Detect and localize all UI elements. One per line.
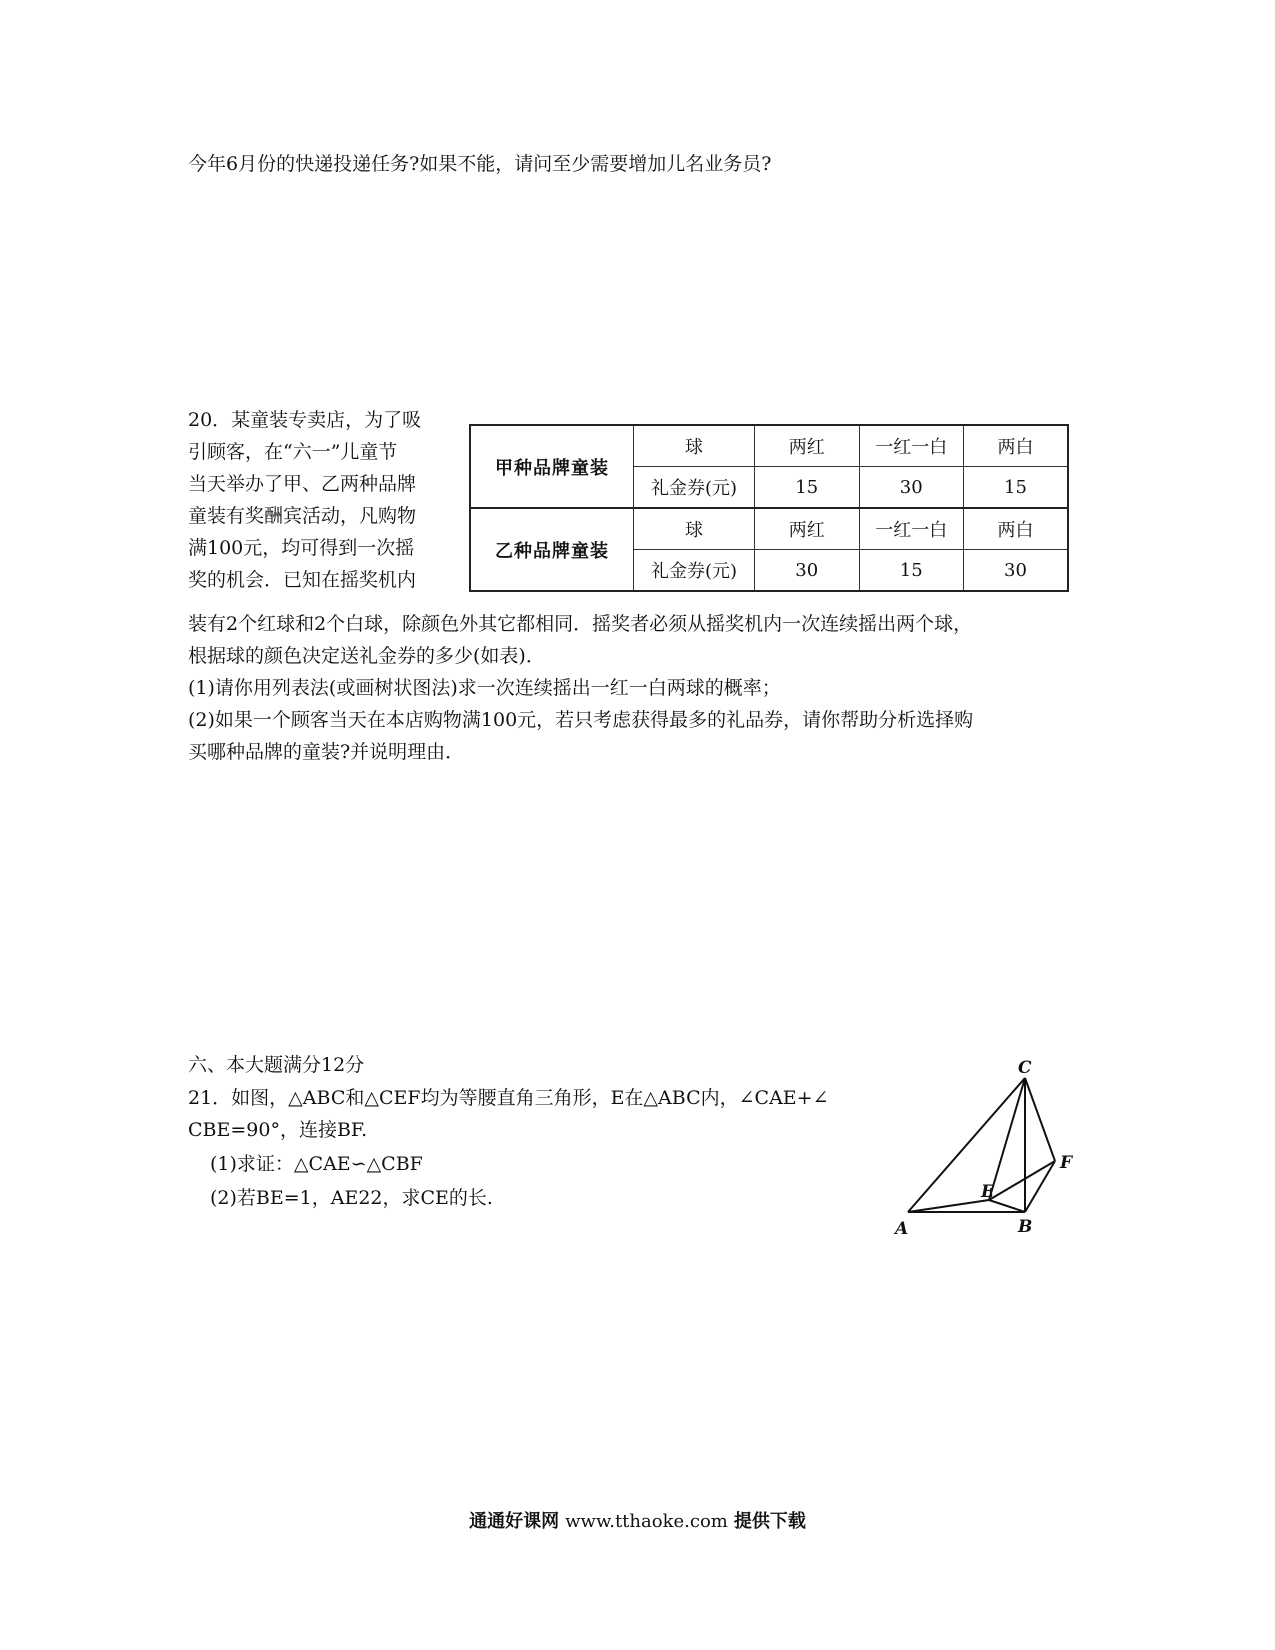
segment-be xyxy=(989,1200,1025,1212)
footer-site-name: 通通好课网 xyxy=(469,1511,560,1532)
value-cell: 30 xyxy=(859,467,964,509)
value-cell: 15 xyxy=(964,467,1069,509)
outcome-cell: 两红 xyxy=(755,425,860,467)
q20-line: 奖的机会．已知在摇奖机内 xyxy=(188,569,417,591)
q20-part2: (2)如果一个顾客当天在本店购物满100元，若只考虑获得最多的礼品券，请你帮助分析选择购 xyxy=(188,709,974,731)
label-f: F xyxy=(1060,1153,1073,1173)
outcome-cell: 两白 xyxy=(964,508,1069,550)
ball-header: 球 xyxy=(634,508,755,550)
brand-b-label: 乙种品牌童装 xyxy=(470,508,634,591)
outcome-cell: 一红一白 xyxy=(859,425,964,467)
q20-line: 引顾客，在“六一”儿童节 xyxy=(188,441,398,463)
outcome-cell: 两白 xyxy=(964,425,1069,467)
label-e: E xyxy=(981,1182,994,1202)
coupon-header: 礼金券(元) xyxy=(634,550,755,592)
value-cell: 30 xyxy=(964,550,1069,592)
label-c: C xyxy=(1018,1060,1032,1078)
q21-line: 21．如图，△ABC和△CEF均为等腰直角三角形，E在△ABC内，∠CAE+∠ xyxy=(188,1087,829,1109)
segment-cf xyxy=(1025,1078,1055,1161)
table-row xyxy=(470,425,1068,467)
intro-line: 今年6月份的快递投递任务?如果不能，请问至少需要增加儿名业务员? xyxy=(188,153,772,175)
q20-line: 当天举办了甲、乙两种品牌 xyxy=(188,473,417,495)
segment-bf xyxy=(1025,1161,1055,1212)
footer xyxy=(0,1507,1275,1533)
q21-part1: (1)求证：△CAE∽△CBF xyxy=(210,1153,423,1175)
value-cell: 15 xyxy=(859,550,964,592)
q21-line: CBE=90°，连接BF. xyxy=(188,1119,368,1141)
footer-suffix: 提供下载 xyxy=(733,1511,806,1532)
q20-full-line: 根据球的颜色决定送礼金券的多少(如表)． xyxy=(188,645,545,667)
q20-line: 20．某童装专卖店，为了吸 xyxy=(188,409,422,431)
table-row xyxy=(470,508,1068,550)
segment-ac xyxy=(908,1078,1025,1212)
value-cell: 30 xyxy=(755,550,860,592)
outcome-cell: 一红一白 xyxy=(859,508,964,550)
ball-header: 球 xyxy=(634,425,755,467)
q20-line: 满100元，均可得到一次摇 xyxy=(188,537,415,559)
prize-table xyxy=(469,424,1069,592)
section-heading: 六、本大题满分12分 xyxy=(188,1054,365,1076)
label-b: B xyxy=(1018,1217,1033,1237)
q20-full-line: 装有2个红球和2个白球，除颜色外其它都相同．摇奖者必须从摇奖机内一次连续摇出两个球， xyxy=(188,613,973,635)
brand-a-label: 甲种品牌童装 xyxy=(470,425,634,508)
footer-url[interactable]: www.tthaoke.com xyxy=(565,1511,728,1532)
label-a: A xyxy=(895,1219,909,1239)
q20-line: 童装有奖酬宾活动，凡购物 xyxy=(188,505,417,527)
q20-wrapped-text xyxy=(188,404,450,596)
q21-part2: (2)若BE=1，AE22，求CE的长. xyxy=(210,1187,493,1209)
value-cell: 15 xyxy=(755,467,860,509)
coupon-header: 礼金券(元) xyxy=(634,467,755,509)
outcome-cell: 两红 xyxy=(755,508,860,550)
segment-ae xyxy=(908,1200,989,1212)
q20-part1: (1)请你用列表法(或画树状图法)求一次连续摇出一红一白两球的概率； xyxy=(188,677,781,699)
triangle-figure xyxy=(890,1060,1090,1245)
q20-full-line: 买哪种品牌的童装?并说明理由． xyxy=(188,741,465,763)
